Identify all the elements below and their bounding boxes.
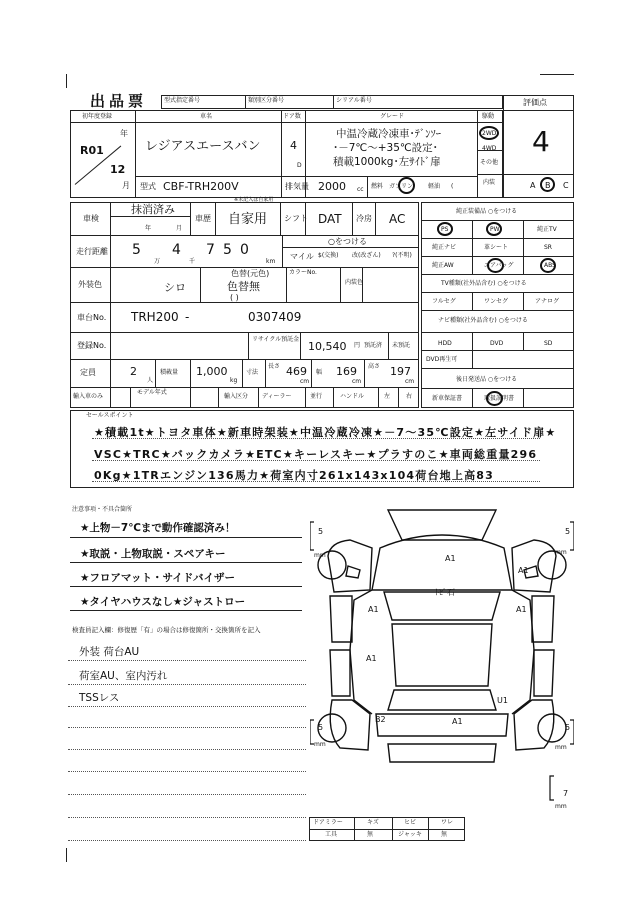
mark-left-rear-door: A1 (366, 654, 377, 663)
rear-right-wheel (538, 714, 566, 742)
auction-sheet: 出品票 型式指定番号 類別区分番号 シリアル番号 初年度登録 R01 年 12 月 車名 レジアスエースバン ドア数 4 D グレード 中温冷蔵冷凍車･ﾃﾞﾝｿｰ ･－7℃～+35℃設定･ 積載1000kg･左ｻｲﾄﾞ扉 駆動 2WD 4WD その他 型式 CBF-TRH200V 排気量 2000 cc 燃料 ガソリン 軽油 ( 評価点 4 内装 A B C 車検 抹消済み 年 月 車歴 ※未記入は自家用 自家用 シフト DAT 冷房 AC 走行距離 5 万 4 千 7 5 0 km ○をつける マイル $(交換) 改(改ざん) ?(不明) 外装色 シロ 色替(元色) 色替無 ( ) カラーNo. 内装色 車台No. TRH200 - 0307409 登録No. リサイクル預託金 10,540 円 預託済 未預託 定員 2 人 積載量 1,000 kg 寸法 長さ 469 cm 幅 169 cm 高さ 197 cm 輸入車のみ モデル年式 輸入区分 ディーラー 並行 ハンドル 左 右 純正装備品 ○をつける PS PW 純正TV 純正ナビ 革シート SR 純正AW エアバッグ ABS TV種類(社外品含む) ○をつける フルセグ ワンセグ アナログ ナビ種類(社外品含む) ○をつける HDD DVD SD DVD再生可 後日発送品 ○をつける 新車保証書 取扱説明書 セールスポイント ★積載1t★トヨタ車体★新車時架装★中温冷蔵冷凍★－7～35℃設定★左サイド扉★ VSC★TRC★バックカメラ★ETC★キーレスキー★プラすのこ★車両総重量296 0Kg★1TRエンジン136馬力★荷室内寸261x143x104荷台地上高83 注意事項・不具合箇所 ★上物－7℃まで動作確認済み！ ★取説・上物取説・スペアキー ★フロアマット・サイドバイザー ★タイヤハウスなし★ジャストロー 検査員記入欄：修復歴「有」の場合は修復箇所・交換箇所を記入 外装 荷台AU 荷室AU、室内汚れ TSSレス 5 mm 5 mm 5 mm 5 mm 7 mm A1 A1 ﾄﾋﾟ石 A1 A1 A1 A1 B2 U1 ドアミラー キズ ヒビ ワレ 工具 無 ジャッキ 無 (0, 0, 640, 905)
tv-title: TV種類(社外品含む) ○をつける (441, 280, 527, 287)
load-label: 積載量 (160, 369, 179, 376)
tire-rl: 5 (318, 723, 324, 732)
left-rear-door (330, 650, 350, 696)
chassis-number: 0307409 (248, 310, 302, 324)
inspection-value: 抹消済み (131, 203, 175, 216)
docs-title: 後日発送品 ○をつける (456, 376, 518, 383)
fuel-label: 燃料 (371, 183, 384, 190)
model-label: 型式 (140, 182, 156, 191)
rear-bumper (388, 744, 496, 762)
corner-mark (540, 74, 574, 75)
score-label: 評価点 (523, 98, 547, 107)
mileage-label: 走行距離 (76, 247, 108, 256)
reg-label: 登録No. (77, 341, 107, 350)
tire-bracket (550, 776, 554, 800)
first-reg-era: R01 (80, 144, 104, 157)
tire-spare: 7 (563, 789, 569, 798)
length-value: 469 (286, 365, 307, 378)
tire-bracket (570, 720, 574, 744)
left-front-door (330, 596, 352, 642)
header-fields (161, 95, 503, 109)
width-value: 169 (336, 365, 357, 378)
details-box (70, 202, 419, 408)
first-reg-month: 12 (110, 163, 126, 176)
checker-line-3: TSSレス (79, 692, 120, 704)
mark-rear-right: U1 (497, 696, 508, 705)
mark-rear-left: B2 (375, 715, 386, 724)
import-label: 輸入車のみ (73, 393, 104, 400)
score-value: 4 (532, 125, 550, 158)
mark-left-front-door: A1 (368, 605, 379, 614)
sales-line-3: 0Kg★1TRエンジン136馬力★荷室内寸261x143x104荷台地上高83 (94, 469, 494, 482)
rear-window (388, 690, 496, 710)
color-label: 外装色 (78, 280, 102, 289)
grade-label: グレード (380, 113, 405, 120)
left-mirror (346, 566, 360, 578)
corner-mark (66, 74, 67, 88)
tire-rr: 5 (565, 723, 571, 732)
note-line-4: ★タイヤハウスなし★ジャストロー (80, 596, 246, 608)
load-value: 1,000 (196, 365, 228, 378)
circle-mark (487, 258, 504, 273)
drive-label: 駆動 (482, 113, 495, 120)
note-line-3: ★フロアマット・サイドバイザー (80, 572, 236, 584)
circle-mark (540, 177, 555, 192)
mark-rear-panel: A1 (452, 717, 463, 726)
checker-line-2: 荷室AU、室内汚れ (79, 670, 168, 682)
car-name-label: 車名 (200, 113, 213, 120)
right-front-door (532, 596, 554, 642)
drive-2wd: 2WD (482, 130, 497, 137)
first-reg-label: 初年度登録 (82, 113, 113, 120)
displacement-label: 排気量 (285, 182, 309, 191)
interior-label: 内装 (483, 179, 496, 186)
fuel-gasoline: ガソリン (389, 183, 414, 190)
capacity-label: 定員 (80, 368, 96, 377)
note-line-2: ★取説・上物取説・スペアキー (80, 548, 226, 560)
category-label: 類別区分番号 (248, 97, 285, 104)
repaint-value: 色替無 (227, 280, 260, 293)
hood (372, 535, 512, 590)
meter-note: ○をつける (328, 237, 367, 246)
right-rear-door (534, 650, 554, 696)
doors-label: ドア数 (283, 113, 301, 120)
capacity-value: 2 (130, 365, 137, 378)
mark-right-fender: A1 (518, 566, 529, 575)
circle-mark (486, 391, 503, 406)
page-title: 出品票 (90, 92, 148, 110)
chassis-model: TRH200 (131, 310, 179, 324)
sales-line-2: VSC★TRC★バックカメラ★ETC★キーレスキー★プラすのこ★車両総重量296 (94, 448, 538, 461)
circle-mark (437, 222, 453, 236)
doors-value: 4 (290, 139, 297, 152)
rear-panel (376, 714, 508, 736)
shift-label: シフト (284, 214, 308, 223)
usage-value: 自家用 (228, 212, 268, 227)
navi-title: ナビ種類(社外品含む) ○をつける (438, 317, 528, 324)
tire-fr: 5 (565, 527, 571, 536)
car-name: レジアスエースバン (145, 139, 261, 154)
checker-label: 検査員記入欄：修復歴「有」の場合は修復箇所・交換箇所を記入 (72, 626, 261, 634)
vehicle-diagram (310, 500, 574, 810)
height-value: 197 (390, 365, 411, 378)
equip-title: 純正装備品 ○をつける (456, 208, 518, 215)
roof (392, 624, 492, 686)
circle-mark (540, 258, 556, 273)
grade-line3: 積載1000kg･左ｻｲﾄﾞ扉 (333, 156, 441, 168)
corner-mark (66, 848, 67, 862)
sales-label: セールスポイント (86, 412, 134, 419)
shift-value: DAT (318, 212, 342, 226)
serial-label: シリアル番号 (336, 97, 372, 104)
usage-label: 車歴 (195, 214, 211, 223)
mark-hood: A1 (445, 554, 456, 563)
tire-bracket (570, 522, 574, 550)
grade-line2: ･－7℃～+35℃設定･ (333, 142, 438, 154)
color-value: シロ (164, 281, 186, 294)
type-designation-label: 型式指定番号 (164, 97, 201, 104)
circle-mark (479, 126, 499, 140)
aircon-label: 冷房 (356, 214, 372, 223)
notes-label: 注意事項・不具合箇所 (72, 506, 133, 513)
inspection-label: 車検 (83, 214, 99, 223)
tire-fl: 5 (318, 527, 324, 536)
aircon-value: AC (389, 212, 406, 226)
model-value: CBF-TRH200V (163, 180, 239, 193)
circle-mark (486, 222, 502, 236)
grade-line1: 中温冷蔵冷凍車･ﾃﾞﾝｿｰ (336, 128, 441, 140)
mark-right-front-door: A1 (516, 605, 527, 614)
sales-line-1: ★積載1t★トヨタ車体★新車時架装★中温冷蔵冷凍★－7～35℃設定★左サイド扉★ (94, 426, 557, 439)
note-line-1: ★上物－7℃まで動作確認済み！ (80, 522, 236, 534)
tire-bracket (310, 522, 314, 550)
displacement-value: 2000 (318, 180, 346, 193)
usage-note: ※未記入は自家用 (234, 197, 274, 203)
checker-line-1: 外装 荷台AU (79, 646, 140, 658)
circle-mark (398, 177, 415, 194)
chassis-label: 車台No. (77, 313, 107, 322)
mark-windshield: ﾄﾋﾟ石 (435, 588, 455, 597)
recycle-value: 10,540 (308, 340, 347, 353)
